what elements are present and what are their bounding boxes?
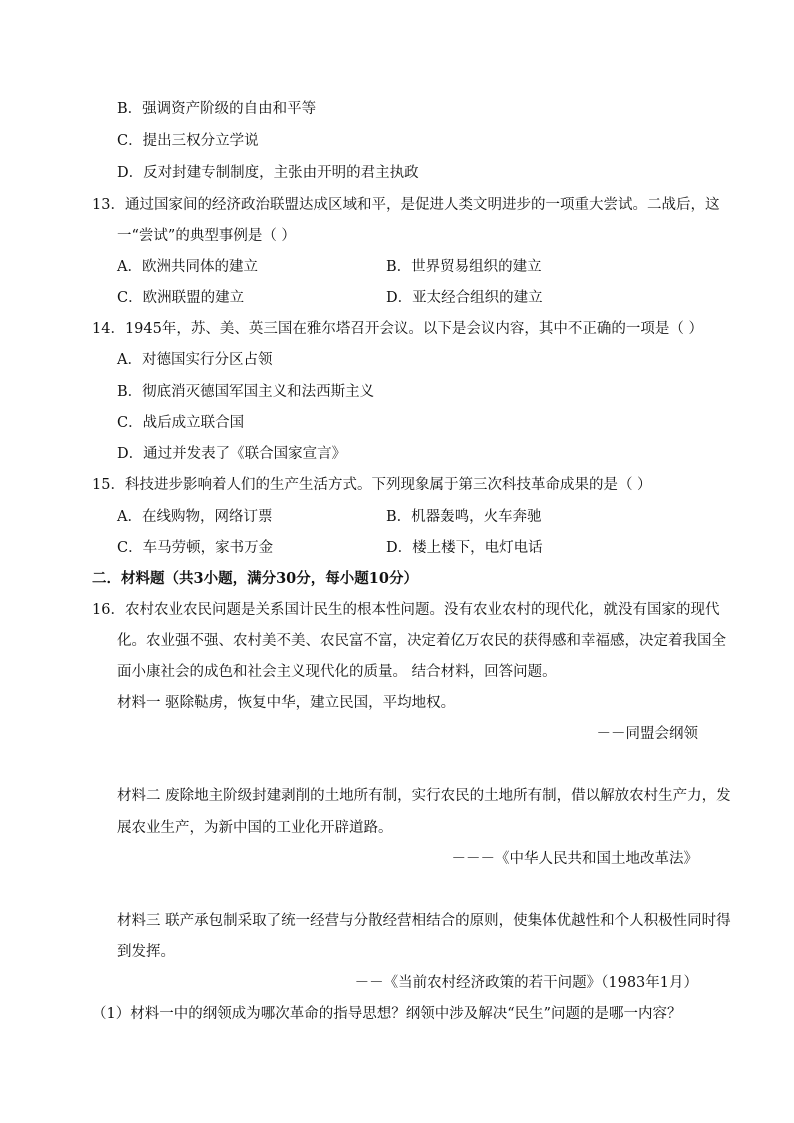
material-2-line2: 展农业生产，为新中国的工业化开辟道路。 [117,820,393,836]
q13-stem-line1: 13．通过国家间的经济政治联盟达成区域和平，是促进人类文明进步的一项重大尝试。二战后，这 [92,197,720,213]
q13-option-b: B．世界贸易组织的建立 [386,259,542,275]
q13-option-d: D．亚太经合组织的建立 [386,290,543,306]
material-3-line2: 到发挥。 [117,944,175,960]
q16-sub-question-1: （1）材料一中的纲领成为哪次革命的指导思想？纲领中涉及解决“民生”问题的是哪一内容？ [92,1006,682,1022]
q12-option-c: C．提出三权分立学说 [117,133,259,149]
q13-option-c: C．欧洲联盟的建立 [117,290,245,306]
q14-stem: 14．1945年，苏、美、英三国在雅尔塔召开会议。以下是会议内容，其中不正确的一项是（ ） [92,321,703,337]
q15-option-d: D．楼上楼下，电灯电话 [386,540,543,556]
q15-stem: 15．科技进步影响着人们的生产生活方式。下列现象属于第三次科技革命成果的是（ ） [92,477,652,493]
material-1: 材料一 驱除鞑虏，恢复中华，建立民国，平均地权。 [117,695,456,711]
q14-option-c: C．战后成立联合国 [117,415,245,431]
q16-stem-line3: 面小康社会的成色和社会主义现代化的质量。 结合材料，回答问题。 [117,664,557,680]
section-heading: 二．材料题（共3小题，满分30分，每小题10分） [92,570,418,587]
source-3: －－《当前农村经济政策的若干问题》（1983年1月） [354,975,698,991]
q13-option-a: A．欧洲共同体的建立 [117,259,258,275]
q15-option-b: B．机器轰鸣，火车奔驰 [386,509,542,525]
q14-option-d: D．通过并发表了《联合国家宣言》 [117,446,347,462]
q15-option-c: C．车马劳顿，家书万金 [117,540,274,556]
material-3-line1: 材料三 联产承包制采取了统一经营与分散经营相结合的原则，使集体优越性和个人积极性同时得 [117,913,731,929]
q16-stem-line1: 16．农村农业农民问题是关系国计民生的根本性问题。没有农业农村的现代化，就没有国家的现代 [92,602,720,618]
q14-option-a: A．对德国实行分区占领 [117,352,273,368]
q13-stem-line2: 一“尝试”的典型事例是（ ） [117,228,296,244]
q12-option-d: D．反对封建专制制度，主张由开明的君主执政 [117,165,419,181]
q14-option-b: B．彻底消灭德国军国主义和法西斯主义 [117,384,375,400]
q15-option-a: A．在线购物，网络订票 [117,509,273,525]
source-1: －－同盟会纲领 [596,726,698,742]
material-2-line1: 材料二 废除地主阶级封建剥削的土地所有制，实行农民的土地所有制，借以解放农村生产力，发 [117,788,731,804]
source-2: －－－《中华人民共和国土地改革法》 [451,851,698,867]
q16-stem-line2: 化。农业强不强、农村美不美、农民富不富，决定着亿万农民的获得感和幸福感，决定着我国全 [117,633,726,649]
q12-option-b: B．强调资产阶级的自由和平等 [117,101,317,117]
